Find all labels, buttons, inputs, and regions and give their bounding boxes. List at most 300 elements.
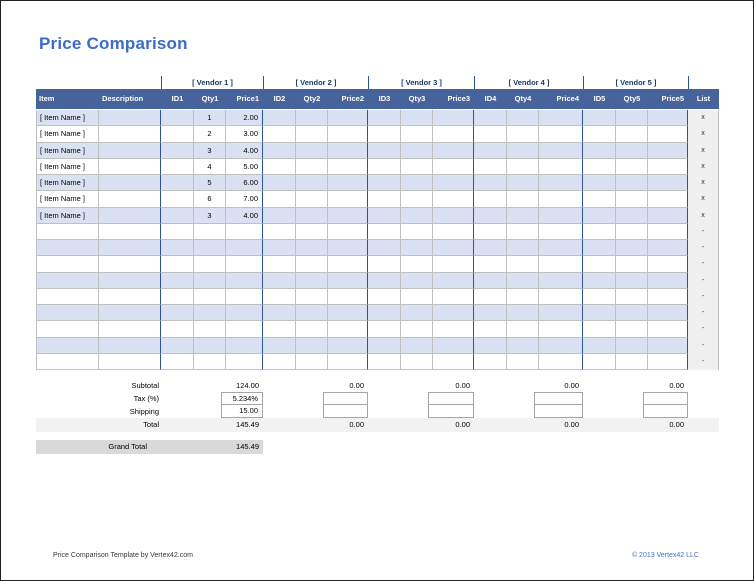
table-cell[interactable] <box>433 338 474 354</box>
table-cell[interactable] <box>474 175 507 191</box>
table-cell[interactable] <box>507 289 539 305</box>
table-cell[interactable] <box>368 110 401 126</box>
table-cell[interactable] <box>328 110 368 126</box>
table-cell[interactable]: 4 <box>194 159 226 175</box>
table-cell[interactable] <box>194 240 226 256</box>
table-cell[interactable] <box>161 110 194 126</box>
table-cell[interactable] <box>648 240 688 256</box>
table-cell[interactable] <box>507 143 539 159</box>
table-cell[interactable] <box>328 175 368 191</box>
table-cell[interactable] <box>507 175 539 191</box>
table-cell[interactable] <box>474 305 507 321</box>
item-name-cell[interactable]: [ Item Name ] <box>36 191 99 207</box>
table-cell[interactable] <box>583 273 616 289</box>
table-cell[interactable] <box>648 143 688 159</box>
table-cell[interactable] <box>474 321 507 337</box>
table-cell[interactable] <box>433 321 474 337</box>
table-cell[interactable] <box>263 208 296 224</box>
tax-input-box[interactable] <box>323 392 368 405</box>
table-cell[interactable] <box>474 143 507 159</box>
tax-input-box[interactable] <box>534 392 583 405</box>
table-cell[interactable] <box>583 175 616 191</box>
table-cell[interactable] <box>263 354 296 370</box>
table-cell[interactable]: 3 <box>194 143 226 159</box>
table-cell[interactable] <box>194 321 226 337</box>
table-cell[interactable] <box>296 354 328 370</box>
table-cell[interactable] <box>401 321 433 337</box>
table-cell[interactable] <box>616 256 648 272</box>
table-cell[interactable] <box>474 354 507 370</box>
table-cell[interactable] <box>99 143 161 159</box>
shipping-input-box[interactable] <box>323 405 368 418</box>
table-cell[interactable] <box>433 143 474 159</box>
shipping-input-box[interactable] <box>534 405 583 418</box>
table-cell[interactable] <box>616 224 648 240</box>
table-cell[interactable] <box>99 110 161 126</box>
table-cell[interactable] <box>263 289 296 305</box>
table-cell[interactable] <box>99 354 161 370</box>
item-name-cell[interactable] <box>36 240 99 256</box>
table-cell[interactable] <box>161 289 194 305</box>
table-cell[interactable] <box>401 159 433 175</box>
table-cell[interactable] <box>194 224 226 240</box>
table-cell[interactable] <box>368 159 401 175</box>
table-cell[interactable] <box>648 224 688 240</box>
table-cell[interactable] <box>401 338 433 354</box>
table-cell[interactable] <box>161 273 194 289</box>
table-cell[interactable] <box>648 208 688 224</box>
table-cell[interactable] <box>328 256 368 272</box>
table-cell[interactable] <box>263 143 296 159</box>
table-cell[interactable] <box>226 305 263 321</box>
table-cell[interactable] <box>507 224 539 240</box>
table-cell[interactable]: 2.00 <box>226 110 263 126</box>
table-cell[interactable] <box>401 175 433 191</box>
table-cell[interactable]: 5.00 <box>226 159 263 175</box>
table-cell[interactable] <box>648 273 688 289</box>
tax-input-box[interactable]: 5.234% <box>221 392 263 405</box>
table-cell[interactable] <box>226 354 263 370</box>
table-cell[interactable] <box>539 159 583 175</box>
table-cell[interactable] <box>263 273 296 289</box>
table-cell[interactable] <box>194 273 226 289</box>
table-cell[interactable] <box>161 143 194 159</box>
table-cell[interactable] <box>583 110 616 126</box>
table-row <box>36 354 719 370</box>
table-cell[interactable] <box>99 338 161 354</box>
table-cell[interactable] <box>648 321 688 337</box>
table-cell[interactable] <box>507 305 539 321</box>
item-name-cell[interactable] <box>36 305 99 321</box>
table-cell[interactable] <box>296 273 328 289</box>
table-cell[interactable] <box>539 126 583 142</box>
vendor-group-label[interactable]: [ Vendor 5 ] <box>583 76 688 89</box>
item-name-cell[interactable]: [ Item Name ] <box>36 143 99 159</box>
table-cell[interactable] <box>226 289 263 305</box>
table-cell[interactable] <box>616 305 648 321</box>
table-cell[interactable] <box>328 143 368 159</box>
table-cell[interactable] <box>474 273 507 289</box>
table-cell[interactable] <box>648 289 688 305</box>
table-cell[interactable] <box>328 305 368 321</box>
table-cell[interactable] <box>226 256 263 272</box>
table-cell[interactable] <box>328 273 368 289</box>
table-cell[interactable] <box>648 354 688 370</box>
table-cell[interactable] <box>648 305 688 321</box>
table-cell[interactable] <box>539 256 583 272</box>
table-cell[interactable] <box>368 240 401 256</box>
table-cell[interactable] <box>161 338 194 354</box>
table-cell[interactable] <box>507 273 539 289</box>
item-name-cell[interactable]: [ Item Name ] <box>36 175 99 191</box>
table-cell[interactable] <box>328 289 368 305</box>
table-cell[interactable]: 3 <box>194 208 226 224</box>
shipping-input-box[interactable] <box>428 405 474 418</box>
table-cell[interactable] <box>296 175 328 191</box>
subtotal-value: 124.00 <box>236 381 259 390</box>
table-cell[interactable] <box>296 256 328 272</box>
table-cell[interactable] <box>328 208 368 224</box>
table-cell[interactable] <box>161 175 194 191</box>
table-cell[interactable] <box>226 240 263 256</box>
table-cell[interactable] <box>539 305 583 321</box>
table-cell[interactable] <box>328 240 368 256</box>
vendor-group-label[interactable]: [ Vendor 2 ] <box>263 76 368 89</box>
table-cell[interactable] <box>328 159 368 175</box>
table-cell[interactable] <box>328 191 368 207</box>
table-cell[interactable] <box>583 191 616 207</box>
table-cell[interactable] <box>539 321 583 337</box>
vendor-group-label[interactable]: [ Vendor 3 ] <box>368 76 474 89</box>
table-cell[interactable]: 3.00 <box>226 126 263 142</box>
table-cell[interactable] <box>474 338 507 354</box>
table-cell[interactable] <box>583 321 616 337</box>
table-cell[interactable] <box>583 208 616 224</box>
table-cell[interactable] <box>539 110 583 126</box>
table-cell[interactable] <box>368 273 401 289</box>
total-row <box>36 418 719 432</box>
table-cell[interactable] <box>161 159 194 175</box>
table-cell[interactable] <box>161 305 194 321</box>
table-cell[interactable] <box>616 159 648 175</box>
table-cell[interactable]: 4.00 <box>226 143 263 159</box>
table-cell[interactable] <box>328 224 368 240</box>
table-cell[interactable] <box>433 354 474 370</box>
table-cell[interactable] <box>161 126 194 142</box>
table-cell[interactable] <box>616 208 648 224</box>
table-cell[interactable] <box>226 338 263 354</box>
table-cell[interactable] <box>648 256 688 272</box>
table-cell[interactable] <box>296 143 328 159</box>
item-name-cell[interactable] <box>36 256 99 272</box>
table-cell[interactable]: 7.00 <box>226 191 263 207</box>
tax-input-box[interactable] <box>643 392 688 405</box>
table-cell[interactable] <box>401 208 433 224</box>
shipping-input-box[interactable]: 15.00 <box>221 405 263 418</box>
table-cell[interactable] <box>194 256 226 272</box>
total-value: 145.49 <box>236 420 259 429</box>
table-cell[interactable] <box>328 338 368 354</box>
table-cell[interactable] <box>433 175 474 191</box>
item-name-cell[interactable] <box>36 273 99 289</box>
table-cell[interactable] <box>263 224 296 240</box>
table-cell[interactable] <box>99 305 161 321</box>
table-cell[interactable] <box>263 256 296 272</box>
table-cell[interactable] <box>539 273 583 289</box>
table-cell[interactable] <box>368 143 401 159</box>
table-cell[interactable] <box>648 338 688 354</box>
table-cell[interactable] <box>263 338 296 354</box>
table-cell[interactable] <box>368 338 401 354</box>
table-cell[interactable] <box>296 159 328 175</box>
table-cell[interactable] <box>401 224 433 240</box>
table-cell[interactable] <box>433 305 474 321</box>
table-cell[interactable] <box>539 240 583 256</box>
table-cell[interactable] <box>648 126 688 142</box>
table-cell[interactable] <box>194 338 226 354</box>
table-cell[interactable] <box>507 191 539 207</box>
table-cell[interactable] <box>99 126 161 142</box>
table-cell[interactable] <box>616 273 648 289</box>
table-cell[interactable] <box>583 305 616 321</box>
table-cell[interactable] <box>616 354 648 370</box>
table-cell[interactable] <box>507 240 539 256</box>
table-cell[interactable] <box>401 143 433 159</box>
list-flag-cell: x <box>688 175 719 191</box>
table-cell[interactable] <box>401 354 433 370</box>
table-cell[interactable] <box>401 126 433 142</box>
table-cell[interactable] <box>433 208 474 224</box>
table-cell[interactable] <box>583 224 616 240</box>
list-flag-cell: x <box>688 143 719 159</box>
table-cell[interactable] <box>507 354 539 370</box>
table-cell[interactable] <box>433 191 474 207</box>
table-cell[interactable] <box>507 256 539 272</box>
table-cell[interactable] <box>507 159 539 175</box>
table-cell[interactable] <box>433 110 474 126</box>
table-cell[interactable] <box>433 256 474 272</box>
table-cell[interactable] <box>161 240 194 256</box>
table-cell[interactable] <box>368 321 401 337</box>
item-name-cell[interactable] <box>36 338 99 354</box>
table-cell[interactable] <box>368 208 401 224</box>
table-cell[interactable]: 4.00 <box>226 208 263 224</box>
table-cell[interactable] <box>507 208 539 224</box>
table-cell[interactable] <box>226 321 263 337</box>
vendor-group-label[interactable]: [ Vendor 4 ] <box>474 76 583 89</box>
table-cell[interactable] <box>583 240 616 256</box>
table-cell[interactable] <box>474 126 507 142</box>
table-cell[interactable] <box>648 175 688 191</box>
column-header: List <box>696 94 711 103</box>
table-cell[interactable] <box>296 338 328 354</box>
table-cell[interactable] <box>539 191 583 207</box>
table-cell[interactable] <box>296 321 328 337</box>
tax-input-box[interactable] <box>428 392 474 405</box>
table-cell[interactable] <box>539 289 583 305</box>
table-cell[interactable]: 6 <box>194 191 226 207</box>
table-cell[interactable] <box>616 338 648 354</box>
table-cell[interactable]: 1 <box>194 110 226 126</box>
table-cell[interactable] <box>161 256 194 272</box>
table-cell[interactable] <box>583 126 616 142</box>
table-cell[interactable] <box>401 273 433 289</box>
table-cell[interactable] <box>99 175 161 191</box>
table-cell[interactable] <box>99 273 161 289</box>
table-cell[interactable] <box>539 338 583 354</box>
table-cell[interactable] <box>296 126 328 142</box>
table-cell[interactable] <box>539 143 583 159</box>
footer-copyright-link[interactable]: © 2013 Vertex42 LLC <box>631 552 699 559</box>
table-cell[interactable] <box>474 224 507 240</box>
table-cell[interactable] <box>507 338 539 354</box>
vendor-group-label[interactable]: [ Vendor 1 ] <box>161 76 263 89</box>
table-cell[interactable] <box>474 240 507 256</box>
table-cell[interactable]: 2 <box>194 126 226 142</box>
table-cell[interactable] <box>433 273 474 289</box>
table-cell[interactable] <box>648 191 688 207</box>
item-name-cell[interactable]: [ Item Name ] <box>36 159 99 175</box>
table-cell[interactable] <box>161 224 194 240</box>
table-cell[interactable] <box>296 224 328 240</box>
item-name-cell[interactable] <box>36 354 99 370</box>
item-name-cell[interactable]: [ Item Name ] <box>36 126 99 142</box>
table-cell[interactable] <box>161 354 194 370</box>
item-name-cell[interactable]: [ Item Name ] <box>36 110 99 126</box>
table-cell[interactable] <box>194 289 226 305</box>
table-cell[interactable] <box>616 240 648 256</box>
table-cell[interactable] <box>194 305 226 321</box>
table-cell[interactable] <box>263 159 296 175</box>
table-cell[interactable] <box>433 126 474 142</box>
table-cell[interactable] <box>648 110 688 126</box>
list-flag-cell: - <box>688 256 719 272</box>
total-label: Total <box>143 420 159 429</box>
table-cell[interactable] <box>616 175 648 191</box>
table-cell[interactable] <box>583 159 616 175</box>
item-name-cell[interactable] <box>36 321 99 337</box>
table-cell[interactable] <box>616 110 648 126</box>
table-cell[interactable] <box>99 321 161 337</box>
table-cell[interactable] <box>507 110 539 126</box>
table-cell[interactable] <box>539 175 583 191</box>
table-cell[interactable] <box>296 191 328 207</box>
table-cell[interactable] <box>583 338 616 354</box>
table-cell[interactable] <box>401 191 433 207</box>
table-cell[interactable] <box>226 224 263 240</box>
table-cell[interactable] <box>263 175 296 191</box>
table-cell[interactable] <box>368 289 401 305</box>
table-cell[interactable] <box>263 321 296 337</box>
table-cell[interactable] <box>539 224 583 240</box>
table-cell[interactable] <box>474 289 507 305</box>
table-cell[interactable] <box>474 256 507 272</box>
table-cell[interactable] <box>368 256 401 272</box>
table-cell[interactable] <box>401 256 433 272</box>
table-cell[interactable] <box>368 354 401 370</box>
table-cell[interactable] <box>368 126 401 142</box>
table-cell[interactable] <box>474 191 507 207</box>
table-cell[interactable] <box>539 208 583 224</box>
table-cell[interactable] <box>296 289 328 305</box>
table-cell[interactable] <box>99 224 161 240</box>
table-cell[interactable]: 6.00 <box>226 175 263 191</box>
table-cell[interactable] <box>401 305 433 321</box>
table-cell[interactable] <box>99 289 161 305</box>
table-cell[interactable] <box>401 110 433 126</box>
table-cell[interactable] <box>161 208 194 224</box>
table-cell[interactable] <box>539 354 583 370</box>
table-cell[interactable] <box>583 289 616 305</box>
table-cell[interactable] <box>616 289 648 305</box>
table-cell[interactable] <box>616 143 648 159</box>
table-cell[interactable] <box>368 175 401 191</box>
table-cell[interactable] <box>583 256 616 272</box>
table-row <box>36 159 719 175</box>
table-cell[interactable] <box>263 126 296 142</box>
table-cell[interactable] <box>263 305 296 321</box>
table-cell[interactable] <box>583 143 616 159</box>
table-cell[interactable] <box>368 191 401 207</box>
table-cell[interactable] <box>296 208 328 224</box>
table-cell[interactable] <box>433 224 474 240</box>
table-cell[interactable] <box>474 208 507 224</box>
table-cell[interactable] <box>328 354 368 370</box>
table-cell[interactable] <box>433 240 474 256</box>
table-cell[interactable] <box>263 110 296 126</box>
table-cell[interactable] <box>99 159 161 175</box>
table-cell[interactable]: 5 <box>194 175 226 191</box>
table-cell[interactable] <box>296 240 328 256</box>
table-cell[interactable] <box>99 256 161 272</box>
table-cell[interactable] <box>648 159 688 175</box>
table-cell[interactable] <box>99 191 161 207</box>
table-cell[interactable] <box>507 126 539 142</box>
table-cell[interactable] <box>226 273 263 289</box>
table-cell[interactable] <box>433 159 474 175</box>
table-cell[interactable] <box>263 240 296 256</box>
table-cell[interactable] <box>161 321 194 337</box>
item-name-cell[interactable]: [ Item Name ] <box>36 208 99 224</box>
table-cell[interactable] <box>401 240 433 256</box>
table-row <box>36 143 719 159</box>
table-cell[interactable] <box>433 289 474 305</box>
table-cell[interactable] <box>99 208 161 224</box>
item-name-cell[interactable] <box>36 289 99 305</box>
table-cell[interactable] <box>474 159 507 175</box>
table-cell[interactable] <box>401 289 433 305</box>
table-cell[interactable] <box>99 240 161 256</box>
table-cell[interactable] <box>507 321 539 337</box>
table-cell[interactable] <box>194 354 226 370</box>
table-cell[interactable] <box>474 110 507 126</box>
table-cell[interactable] <box>616 126 648 142</box>
table-cell[interactable] <box>368 224 401 240</box>
table-cell[interactable] <box>328 126 368 142</box>
table-cell[interactable] <box>328 321 368 337</box>
table-cell[interactable] <box>616 191 648 207</box>
shipping-row <box>36 405 719 418</box>
shipping-input-box[interactable] <box>643 405 688 418</box>
table-cell[interactable] <box>368 305 401 321</box>
table-cell[interactable] <box>161 191 194 207</box>
table-cell[interactable] <box>263 191 296 207</box>
table-cell[interactable] <box>583 354 616 370</box>
table-cell[interactable] <box>616 321 648 337</box>
table-cell[interactable] <box>296 305 328 321</box>
table-cell[interactable] <box>296 110 328 126</box>
item-name-cell[interactable] <box>36 224 99 240</box>
